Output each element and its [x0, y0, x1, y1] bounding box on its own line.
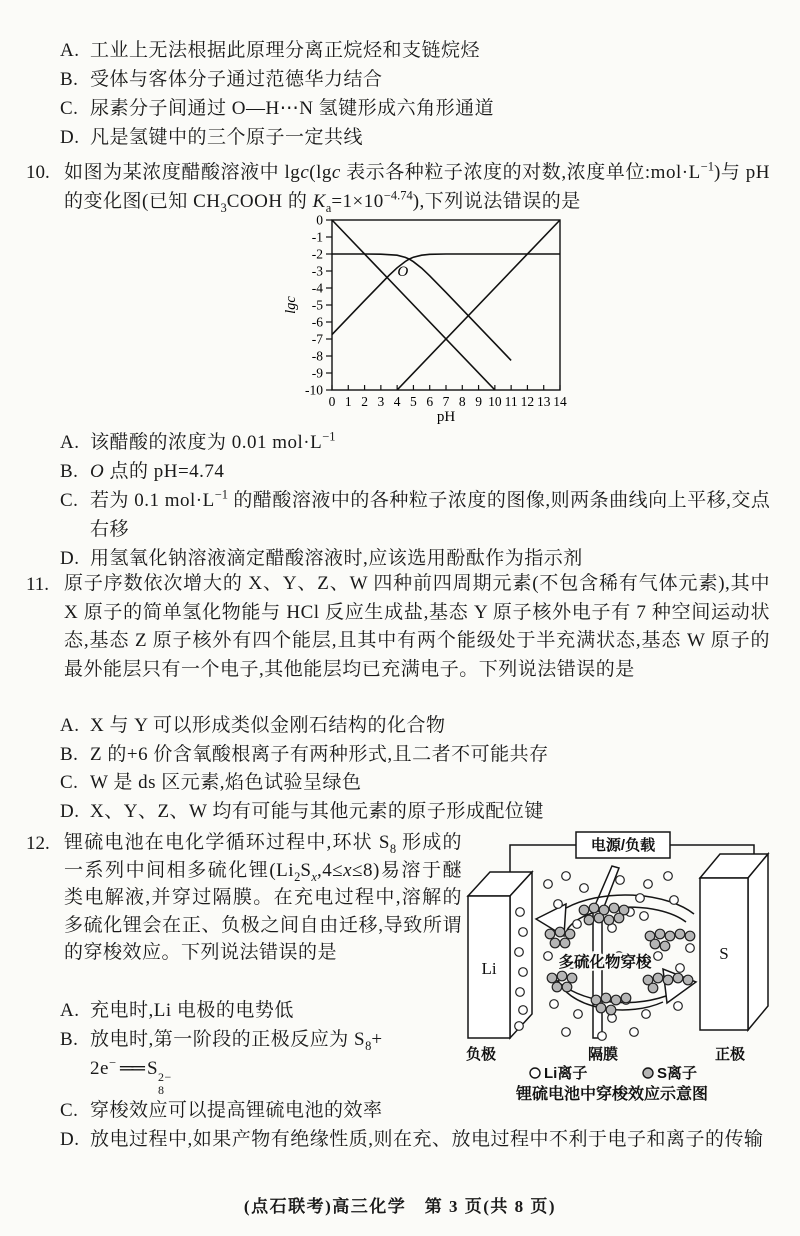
- li-ion-dot: [516, 908, 525, 917]
- q9-option-a: [60, 36, 772, 65]
- s-ion-dot: [555, 927, 565, 937]
- li-ion-dot: [519, 1006, 528, 1015]
- s-ion-dot: [665, 931, 675, 941]
- s-ion-dot: [653, 973, 663, 983]
- option-text: 穿梭效应可以提高锂硫电池的效率: [90, 1100, 383, 1122]
- x-tick-label: 2: [361, 394, 368, 409]
- li-ion-dot: [554, 900, 563, 909]
- li-ion-dot: [642, 1010, 651, 1019]
- li-ion-dot: [550, 1000, 559, 1009]
- li-ion-legend-marker: [530, 1068, 540, 1078]
- y-tick-label: -9: [311, 365, 323, 381]
- x-tick-label: 10: [488, 394, 502, 409]
- option-label: A.: [60, 40, 80, 61]
- power-load-label: 电源/负载: [590, 837, 656, 854]
- question-stem: 锂硫电池在电化学循环过程中,环状 $S_8$ 形成的一系列中间相多硫化锂$(Li_2S_x,4\le x\le 8)$易溶于醚类电解液,并穿过隔膜。在充电过程中,溶解的多硫化锂会在正、负极之间自由迁移,导致所谓的穿梭效应。下列说法错误的是: [64, 832, 462, 963]
- y-tick-label: -6: [311, 314, 323, 330]
- option-label: A.: [60, 1000, 80, 1021]
- x-tick-label: 11: [504, 394, 518, 409]
- x-tick-label: 13: [536, 394, 551, 409]
- s-ion-dot: [567, 973, 577, 983]
- y-axis-label: lgc: [283, 296, 299, 314]
- s-ion-legend-label: S离子: [657, 1065, 698, 1082]
- s-electrode: [700, 854, 768, 1030]
- s-ion-dot: [655, 929, 665, 939]
- s-ion-dot: [611, 995, 621, 1005]
- s-ion-dot: [601, 993, 611, 1003]
- s-ion-dot: [584, 915, 594, 925]
- x-axis-label: pH: [436, 409, 456, 425]
- x-tick-label: 3: [377, 394, 385, 409]
- li-s-battery-diagram: [462, 826, 798, 1114]
- x-tick-label: 1: [344, 394, 352, 409]
- s-ion-dot: [660, 941, 670, 951]
- li-electrode-label: Li: [481, 959, 497, 978]
- option-label: C.: [60, 490, 79, 511]
- li-ion-dot: [674, 1002, 683, 1011]
- option-label: A.: [60, 715, 80, 736]
- option-label: A.: [60, 432, 80, 453]
- figure-caption: 锂硫电池中穿梭效应示意图: [515, 1086, 709, 1103]
- option-text: 凡是氢键中的三个原子一定共线: [90, 127, 364, 148]
- y-tick-label: -8: [311, 348, 323, 364]
- q12-battery-figure: [462, 826, 798, 1114]
- question-10: [0, 158, 800, 218]
- li-ion-dot: [515, 1022, 524, 1031]
- s-ion-dot: [621, 993, 631, 1003]
- annotation-O-point: O: [397, 264, 409, 280]
- y-tick-label: -2: [311, 246, 323, 262]
- option-text: 工业上无法根据此原理分离正烷烃和支链烷烃: [90, 40, 481, 61]
- q9-options: [60, 36, 772, 152]
- li-ion-dot: [562, 1028, 571, 1037]
- li-ion-legend-label: Li离子: [544, 1065, 588, 1082]
- s-ion-dot: [673, 973, 683, 983]
- li-ion-dot: [544, 952, 553, 961]
- series-c-CH3COO-: [332, 254, 560, 335]
- option-text: 尿素分子间通过 O—H⋯N 氢键形成六角形通道: [90, 98, 495, 119]
- option-text: Z 的+6 价含氧酸根离子有两种形式,且二者不可能共存: [90, 743, 549, 765]
- li-ion-dot: [616, 876, 625, 885]
- option-label: B.: [60, 461, 79, 482]
- s-electrode-side: [748, 854, 768, 1030]
- li-ion-dot: [574, 1010, 583, 1019]
- s-ion-dot: [648, 983, 658, 993]
- li-ion-dot: [515, 948, 524, 957]
- option-text: 放电过程中,如果产物有绝缘性质,则在充、放电过程中不利于电子和离子的传输: [90, 1129, 764, 1151]
- option-label: C.: [60, 772, 79, 793]
- q12-option-a: [60, 996, 464, 1025]
- li-ion-dot: [636, 894, 645, 903]
- q10-option-c: [60, 486, 772, 544]
- plot-frame: [332, 220, 560, 390]
- option-label: D.: [60, 548, 80, 569]
- option-text: X 与 Y 可以形成类似金刚石结构的化合物: [90, 715, 446, 736]
- option-label: B.: [60, 1029, 79, 1050]
- y-tick-label: -3: [311, 263, 323, 279]
- li-ion-dot: [640, 912, 649, 921]
- q12-option-d: [60, 1125, 768, 1154]
- s-ion-dot: [560, 938, 570, 948]
- s-ion-dot: [594, 913, 604, 923]
- li-ion-dot: [686, 944, 695, 953]
- s-ion-dot: [663, 975, 673, 985]
- y-tick-label: -4: [311, 280, 323, 296]
- q12-option-c: [60, 1096, 464, 1125]
- q11-option-b: [60, 741, 772, 770]
- s-ion-dot: [547, 973, 557, 983]
- s-ion-dot: [579, 905, 589, 915]
- li-ion-dot: [580, 884, 589, 893]
- lgc-ph-chart: [282, 212, 602, 426]
- membrane-label: 隔膜: [587, 1046, 619, 1063]
- li-ion-dot: [664, 872, 673, 881]
- option-text: X、Y、Z、W 均有可能与其他元素的原子形成配位键: [90, 800, 544, 822]
- x-tick-label: 9: [475, 394, 482, 409]
- q9-option-b: [60, 65, 772, 94]
- s-ion-dot: [604, 915, 614, 925]
- option-text: 受体与客体分子通过范德华力结合: [90, 69, 383, 90]
- s-ion-dot: [557, 971, 567, 981]
- y-tick-label: 0: [316, 212, 323, 228]
- option-label: D.: [60, 127, 80, 148]
- s-ion-dot: [683, 975, 693, 985]
- q9-option-c: [60, 94, 772, 123]
- s-ion-dot: [614, 913, 624, 923]
- li-ion-dot: [573, 920, 582, 929]
- s-ion-dot: [552, 982, 562, 992]
- s-ion-dot: [565, 929, 575, 939]
- question-number: 10.: [26, 162, 50, 183]
- li-ion-dot: [562, 872, 571, 881]
- q10-option-a: [60, 428, 772, 457]
- s-ion-dot: [589, 903, 599, 913]
- option-text: 用氢氧化钠溶液滴定醋酸溶液时,应该选用酚酞作为指示剂: [90, 548, 583, 569]
- li-ion-dot: [676, 964, 685, 973]
- s-ion-dot: [596, 1003, 606, 1013]
- q11-option-c: [60, 769, 772, 798]
- page-footer: (点石联考)高三化学 第 3 页(共 8 页): [243, 1197, 557, 1216]
- q11-option-a: [60, 712, 772, 741]
- option-text: O 点的 pH=4.74: [90, 461, 225, 482]
- option-label: C.: [60, 1100, 79, 1122]
- y-tick-label: -1: [311, 229, 323, 245]
- li-ion-dot: [519, 968, 528, 977]
- s-ion-dot: [609, 903, 619, 913]
- y-tick-label: -10: [305, 382, 323, 398]
- q10-options: [60, 428, 772, 573]
- x-tick-label: 4: [393, 394, 401, 409]
- y-tick-label: -5: [311, 297, 323, 313]
- positive-terminal-label: 正极: [715, 1046, 746, 1063]
- li-ion-dot: [516, 988, 525, 997]
- option-label: C.: [60, 98, 79, 119]
- q9-option-d: [60, 123, 772, 152]
- series-c-H-: [332, 220, 495, 390]
- li-ion-dot: [630, 1028, 639, 1037]
- option-label: D.: [60, 800, 80, 822]
- li-ion-dot: [598, 1032, 607, 1041]
- option-text: 该醋酸的浓度为 0.01 $mol\cdot L^{-1}$: [90, 429, 336, 453]
- li-ion-dot: [670, 896, 679, 905]
- option-text: 若为 0.1 $mol\cdot L^{-1}$ 的醋酸溶液中的各种粒子浓度的图像,则两条曲线向上平移,交点右移: [90, 487, 771, 540]
- question-stem: 原子序数依次增大的 X、Y、Z、W 四种前四周期元素(不包含稀有气体元素),其中 X 原子的简单氢化物能与 HCl 反应生成盐,基态 Y 原子核外电子有 7 种空间运动状态,基态 Z 原子核外有四个能层,且其中有两个能级处于半充满状态,基态 W 原子的最外能层只有一个电子,其他能层均已充满电子。下列说法错误的是: [64, 573, 770, 680]
- x-tick-label: 7: [442, 394, 450, 409]
- s-ion-dot: [685, 931, 695, 941]
- option-text: W 是 ds 区元素,焰色试验呈绿色: [90, 772, 362, 793]
- s-ion-dot: [545, 929, 555, 939]
- q11-options: [60, 712, 772, 826]
- li-ion-dot: [644, 880, 653, 889]
- option-label: D.: [60, 1129, 80, 1151]
- x-tick-label: 12: [520, 394, 535, 409]
- x-tick-label: 5: [410, 394, 417, 409]
- option-label: B.: [60, 69, 79, 90]
- q12-option-b: [60, 1025, 464, 1096]
- q10-option-b: [60, 457, 772, 486]
- q11-option-d: [60, 798, 772, 827]
- question-number: 12.: [26, 833, 50, 854]
- option-text: 充电时,Li 电极的电势低: [90, 1000, 294, 1021]
- s-ion-dot: [550, 938, 560, 948]
- li-ion-dot: [654, 952, 663, 961]
- s-ion-legend-marker: [643, 1068, 653, 1078]
- shuttle-label: 多硫化物穿梭: [558, 954, 652, 971]
- y-tick-label: -7: [311, 331, 323, 347]
- option-label: B.: [60, 743, 79, 765]
- li-ion-dot: [544, 880, 553, 889]
- s-ion-dot: [562, 982, 572, 992]
- s-ion-dot: [675, 929, 685, 939]
- x-tick-label: 6: [426, 394, 434, 409]
- q10-chart: [282, 212, 602, 426]
- x-tick-label: 14: [553, 394, 567, 409]
- series-c-OH-: [397, 220, 560, 390]
- li-ion-dot: [519, 928, 528, 937]
- q10-option-d: [60, 544, 772, 573]
- question-stem: 如图为某浓度醋酸溶液中 lgc(lgc 表示各种粒子浓度的对数,浓度单位$:mol\cdot L^{-1}$)与 pH 的变化图(已知 $CH_3COOH$ 的 $K_a=1\times 10^{-4.74}$),下列说法错误的是: [64, 159, 770, 215]
- question-number: 11.: [26, 574, 50, 595]
- figure-legend: [530, 1064, 697, 1082]
- s-electrode-label: S: [719, 944, 729, 963]
- s-ion-dot: [650, 939, 660, 949]
- s-ion-dot: [606, 1005, 616, 1015]
- x-tick-label: 8: [458, 394, 466, 409]
- x-tick-label: 0: [328, 394, 336, 409]
- option-text: 放电时,第一阶段的正极反应为 $S_8+$ 2e− ══ S 2− 8: [90, 1029, 383, 1097]
- negative-terminal-label: 负极: [466, 1046, 497, 1063]
